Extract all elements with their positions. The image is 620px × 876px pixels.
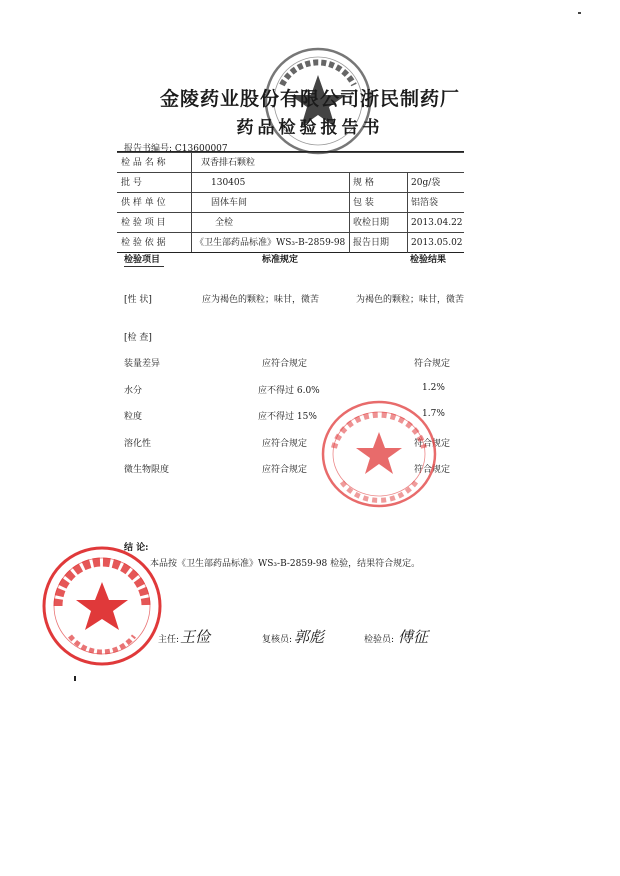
item-standard: 应符合规定	[262, 359, 308, 369]
info-row-product	[117, 152, 464, 173]
info-row-supplier	[117, 192, 464, 213]
item-result: 符合规定	[414, 439, 451, 449]
inspection-basis: 《卫生部药品标准》WS₃-B-2859-98	[195, 238, 346, 248]
package-value: 铝箔袋	[411, 198, 439, 208]
quality-seal-middle	[318, 398, 440, 510]
item-name: 粒度	[124, 412, 143, 422]
item-name: 水分	[124, 386, 143, 396]
company-title: 金陵药业股份有限公司浙民制药厂	[159, 88, 460, 110]
item-standard: 应符合规定	[262, 439, 308, 449]
document-title: 药品检验报告书	[236, 118, 384, 138]
reviewer-signature: 郭彪	[294, 628, 325, 646]
item-result: 符合规定	[414, 359, 451, 369]
info-label: 检 品 名 称	[121, 158, 166, 168]
col-header-result: 检验结果	[410, 255, 447, 265]
inspector-label: 检验员:	[364, 635, 395, 645]
report-number-label: 报告书编号:	[124, 144, 173, 154]
info-row-basis	[117, 232, 464, 253]
inspector-signature: 傅征	[398, 628, 429, 646]
batch-number: 130405	[211, 178, 246, 188]
character-standard: 应为褐色的颗粒；味甘，微苦	[202, 295, 320, 305]
item-name: 装量差异	[124, 359, 161, 369]
item-standard: 应不得过 6.0%	[258, 386, 320, 396]
item-name: 微生物限度	[124, 465, 170, 475]
col-header-standard: 标准规定	[262, 255, 299, 265]
info-label: 检 验 项 目	[121, 218, 166, 228]
character-result: 为褐色的颗粒；味甘，微苦	[356, 295, 465, 305]
info-row-batch	[117, 172, 464, 193]
info-label: 报告日期	[353, 238, 390, 248]
inspection-items: 全检	[215, 218, 234, 228]
scan-speck	[578, 12, 581, 14]
conclusion-text: 本品按《卫生部药品标准》WS₃-B-2859-98 检验，结果符合规定。	[150, 559, 421, 569]
info-row-items	[117, 212, 464, 233]
divider	[124, 266, 164, 267]
info-label: 规 格	[353, 178, 374, 188]
item-name: 溶化性	[124, 439, 152, 449]
item-result: 1.7%	[422, 409, 445, 419]
report-date: 2013.05.02	[411, 238, 463, 248]
director-label: 主任:	[158, 635, 180, 645]
section-character: [性 状]	[124, 295, 152, 305]
info-label: 检 验 依 据	[121, 238, 166, 248]
reviewer-label: 复核员:	[262, 635, 293, 645]
spec-value: 20g/袋	[411, 178, 441, 188]
supplier-value: 固体车间	[211, 198, 248, 208]
section-inspection: [检 查]	[124, 333, 152, 343]
receive-date: 2013.04.22	[411, 218, 463, 228]
item-standard: 应不得过 15%	[258, 412, 317, 422]
info-label: 收检日期	[353, 218, 390, 228]
product-name: 双香排石颗粒	[201, 158, 256, 168]
info-label: 供 样 单 位	[121, 198, 166, 208]
director-signature: 王俭	[180, 628, 211, 646]
info-label: 包 装	[353, 198, 374, 208]
item-result: 1.2%	[422, 383, 445, 393]
item-standard: 应符合规定	[262, 465, 308, 475]
col-header-item: 检验项目	[124, 255, 161, 265]
info-label: 批 号	[121, 178, 142, 188]
report-number-value: C13600007	[174, 144, 228, 154]
item-result: 符合规定	[414, 465, 451, 475]
quality-seal-bottom-left	[40, 544, 164, 668]
info-table	[117, 151, 464, 253]
scan-speck	[74, 676, 76, 681]
conclusion-label: 结 论:	[124, 543, 149, 553]
